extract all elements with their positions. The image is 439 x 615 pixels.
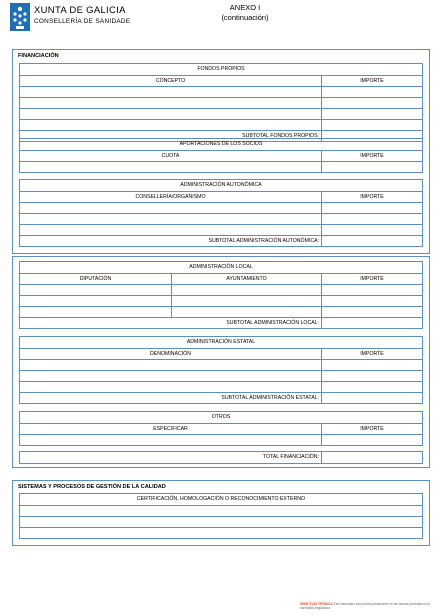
- subtotal-fondos-propios-label: SUBTOTAL FONDOS PROPIOS:: [242, 133, 319, 139]
- administracion-local-heading: ADMINISTRACIÓN LOCAL: [189, 264, 253, 270]
- administracion-estatal-heading: ADMINISTRACIÓN ESTATAL: [186, 339, 256, 345]
- calidad-title: SISTEMAS Y PROCESOS DE GESTIÓN DE LA CALIDAD: [18, 484, 166, 490]
- col-certificacion: CERTIFICACIÓN, HOMOLOGACIÓN O RECONOCIMIENTO EXTERNO: [136, 496, 306, 502]
- table-row[interactable]: [20, 359, 422, 370]
- annex-subtitle: (continuación): [221, 13, 269, 22]
- table-row[interactable]: [20, 516, 422, 527]
- total-financiacion-field[interactable]: [321, 452, 422, 463]
- table-row[interactable]: [20, 370, 422, 381]
- subtotal-autonomica-label: SUBTOTAL ADMINISTRACIÓN AUTONÓMICA:: [208, 238, 319, 244]
- administracion-autonomica-table: [19, 179, 423, 247]
- page-header: [10, 3, 430, 35]
- xunta-shield-logo-icon: [10, 3, 30, 31]
- calidad-block: [12, 480, 430, 546]
- table-row[interactable]: [20, 306, 422, 317]
- table-row[interactable]: [20, 224, 422, 235]
- subtotal-local-label: SUBTOTAL ADMINISTRACIÓN LOCAL:: [226, 320, 319, 326]
- fondos-propios-table: [19, 63, 423, 142]
- col-importe: IMPORTE: [321, 274, 422, 284]
- aportaciones-socios-heading: APORTACIONES DE LOS SOCIOS: [179, 141, 263, 147]
- total-financiacion-label: TOTAL FINANCIACIÓN:: [262, 454, 319, 460]
- table-row[interactable]: [20, 381, 422, 392]
- table-row[interactable]: [20, 527, 422, 538]
- table-row[interactable]: [20, 213, 422, 224]
- table-row[interactable]: [20, 119, 422, 130]
- col-especificar: ESPECIFICAR: [153, 426, 188, 432]
- org-department: CONSELLERÍA DE SANIDADE: [34, 18, 131, 25]
- subtotal-estatal-label: SUBTOTAL ADMINISTRACIÓN ESTATAL:: [221, 395, 319, 401]
- table-row[interactable]: [20, 505, 422, 516]
- annex-title: ANEXO I: [229, 3, 261, 12]
- subtotal-estatal-field[interactable]: [321, 393, 422, 403]
- financiacion-title: FINANCIACIÓN: [18, 53, 59, 59]
- subtotal-autonomica-field[interactable]: [321, 236, 422, 246]
- table-row[interactable]: [20, 86, 422, 97]
- aportaciones-socios-table: [19, 138, 423, 173]
- col-denominacion: DENOMINACIÓN: [150, 351, 191, 357]
- annex-heading: [180, 3, 310, 23]
- table-row[interactable]: [20, 202, 422, 213]
- administracion-estatal-table: [19, 336, 423, 404]
- col-conselleria: CONSELLERÍA/ORGANISMO: [135, 194, 206, 200]
- financiacion-block-2: [12, 256, 430, 468]
- footer-note: [300, 602, 435, 610]
- administracion-autonomica-heading: ADMINISTRACIÓN AUTONÓMICA: [180, 182, 262, 188]
- col-importe: IMPORTE: [321, 424, 422, 434]
- otros-heading: OTROS: [211, 414, 231, 420]
- subtotal-local-field[interactable]: [321, 318, 422, 328]
- financiacion-block-1: [12, 49, 430, 254]
- footer-text: Este formulario sólo podrá presentarse en las formas previstas en la normativa reguladora: [300, 602, 430, 610]
- col-concepto: CONCEPTO: [155, 78, 186, 84]
- table-row[interactable]: [20, 97, 422, 108]
- col-importe: IMPORTE: [321, 192, 422, 202]
- col-cuota: CUOTA: [161, 153, 180, 159]
- total-financiacion-table: [19, 451, 423, 464]
- sede-electronica-logo: SEDE ELECTRÓNICA: [300, 602, 333, 606]
- col-importe: IMPORTE: [321, 349, 422, 359]
- col-importe: IMPORTE: [321, 151, 422, 161]
- col-importe: IMPORTE: [321, 76, 422, 86]
- certificacion-table: [19, 493, 423, 539]
- administracion-local-table: [19, 261, 423, 329]
- col-diputacion: DIPUTACIÓN: [79, 276, 112, 282]
- table-row[interactable]: [20, 161, 422, 172]
- otros-table: [19, 411, 423, 446]
- table-row[interactable]: [20, 295, 422, 306]
- org-name: XUNTA DE GALICIA: [34, 5, 126, 16]
- fondos-propios-heading: FONDOS PROPIOS: [197, 66, 245, 72]
- col-ayuntamiento: AYUNTAMIENTO: [171, 274, 321, 284]
- table-row[interactable]: [20, 284, 422, 295]
- table-row[interactable]: [20, 434, 422, 445]
- table-row[interactable]: [20, 108, 422, 119]
